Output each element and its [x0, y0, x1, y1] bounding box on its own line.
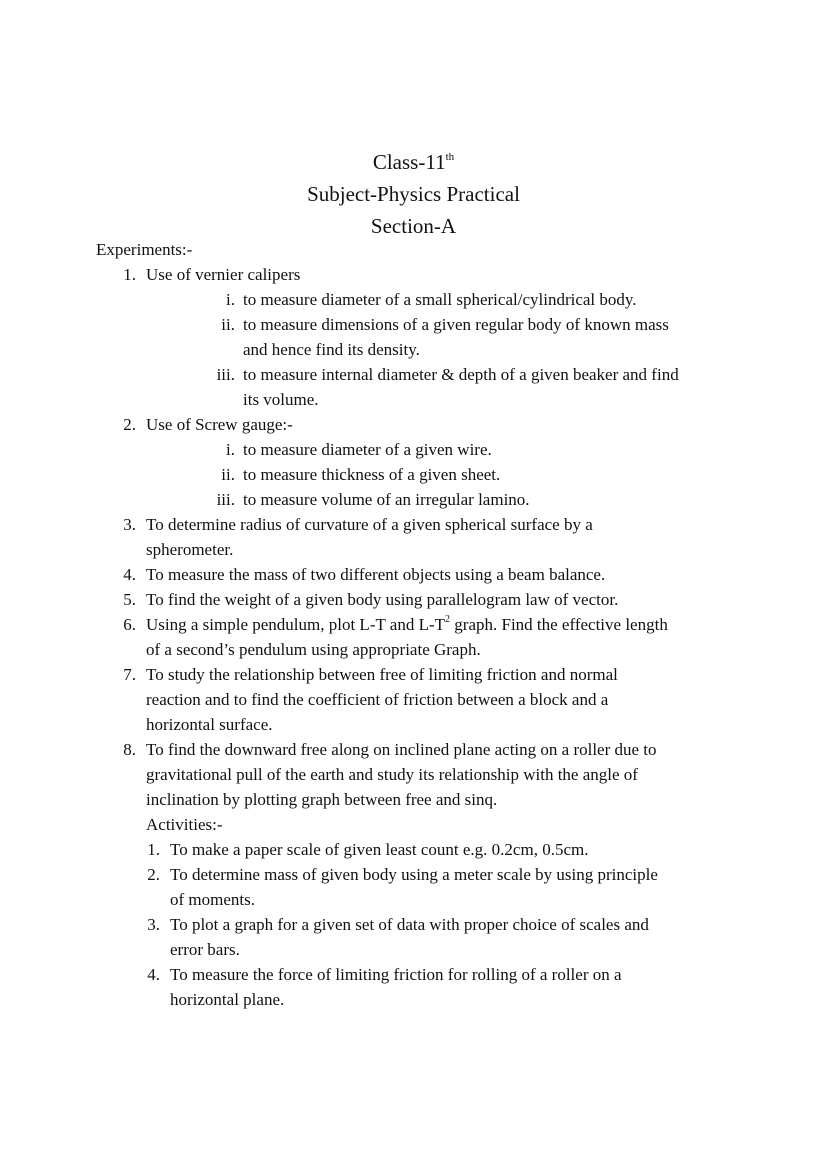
list-number: 2. [123, 415, 136, 434]
list-number: 1. [123, 265, 136, 284]
list-number: 6. [123, 615, 136, 634]
list-number: ii. [221, 465, 235, 484]
activity-text: horizontal plane. [170, 990, 285, 1009]
activity-item [96, 962, 746, 1012]
sub-item-text: to measure volume of an irregular lamino. [243, 490, 530, 509]
experiment-text: spherometer. [146, 540, 234, 559]
activity-item [96, 862, 746, 912]
list-number: 1. [147, 840, 160, 859]
activity-text: of moments. [170, 890, 255, 909]
activities-heading: Activities:- [146, 815, 223, 834]
activity-text: To plot a graph for a given set of data with proper choice of scales and [170, 915, 649, 934]
sub-item [96, 437, 746, 462]
sub-item [96, 462, 746, 487]
sub-item-text: and hence find its density. [243, 340, 420, 359]
document-header [0, 146, 827, 242]
list-number: 8. [123, 740, 136, 759]
experiment-item [96, 562, 746, 587]
sub-item-text: to measure thickness of a given sheet. [243, 465, 501, 484]
list-number: i. [226, 440, 235, 459]
activity-text: error bars. [170, 940, 240, 959]
activity-text: To determine mass of given body using a meter scale by using principle [170, 865, 658, 884]
experiments-heading: Experiments:- [96, 240, 193, 259]
activity-text: To measure the force of limiting friction for rolling of a roller on a [170, 965, 622, 984]
sub-item [96, 287, 746, 312]
experiment-text: Using a simple pendulum, plot L-T and $L-T^2$ graph. Find the effective length [146, 614, 668, 634]
experiment-text: inclination by plotting graph between free and sinq. [146, 790, 498, 809]
list-number: 2. [147, 865, 160, 884]
experiment-item [96, 262, 746, 287]
experiment-text: reaction and to find the coefficient of friction between a block and a [146, 690, 609, 709]
experiment-text: horizontal surface. [146, 715, 273, 734]
experiment-item [96, 662, 746, 737]
experiment-item [96, 612, 746, 662]
list-number: 4. [147, 965, 160, 984]
list-number: 3. [123, 515, 136, 534]
sub-item-text: to measure dimensions of a given regular body of known mass [243, 315, 669, 334]
experiment-item [96, 737, 746, 812]
sub-item [96, 487, 746, 512]
experiment-text: To find the downward free along on inclined plane acting on a roller due to [146, 740, 657, 759]
sub-item-text: to measure diameter of a small spherical/cylindrical body. [243, 290, 637, 309]
list-number: i. [226, 290, 235, 309]
experiment-text: of a second’s pendulum using appropriate Graph. [146, 640, 481, 659]
activity-text: To make a paper scale of given least count e.g. 0.2cm, 0.5cm. [170, 840, 589, 859]
sub-item-text: its volume. [243, 390, 319, 409]
experiment-item [96, 412, 746, 437]
experiment-item [96, 587, 746, 612]
sub-item-text: to measure diameter of a given wire. [243, 440, 492, 459]
list-number: iii. [216, 490, 235, 509]
activity-item [96, 837, 746, 862]
list-number: 5. [123, 590, 136, 609]
sub-item-text: to measure internal diameter & depth of a given beaker and find [243, 365, 679, 384]
section-title: Section-A [370, 214, 457, 238]
list-number: iii. [216, 365, 235, 384]
experiment-text: To find the weight of a given body using parallelogram law of vector. [146, 590, 619, 609]
class-title: Class-11th [372, 150, 455, 174]
experiment-text: To study the relationship between free of limiting friction and normal [146, 665, 618, 684]
experiment-text: Use of Screw gauge:- [146, 415, 293, 434]
list-number: 7. [123, 665, 136, 684]
experiment-text: To determine radius of curvature of a given spherical surface by a [146, 515, 593, 534]
activity-item [96, 912, 746, 962]
experiment-text: gravitational pull of the earth and study its relationship with the angle of [146, 765, 638, 784]
experiment-text: To measure the mass of two different objects using a beam balance. [146, 565, 606, 584]
sub-item [96, 362, 746, 412]
subject-title: Subject-Physics Practical [307, 182, 520, 206]
document-body [96, 237, 746, 1012]
list-number: 3. [147, 915, 160, 934]
list-number: 4. [123, 565, 136, 584]
experiment-item [96, 512, 746, 562]
sub-item [96, 312, 746, 362]
experiment-text: Use of vernier calipers [146, 265, 301, 284]
list-number: ii. [221, 315, 235, 334]
